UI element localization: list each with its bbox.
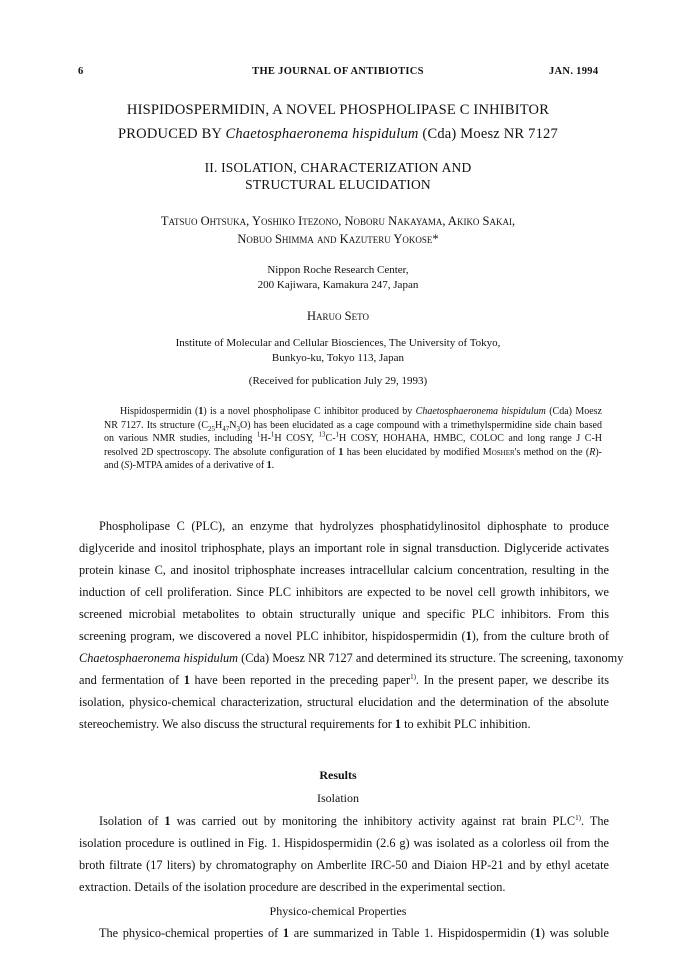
issue-date: JAN. 1994 bbox=[549, 66, 599, 77]
affiliation-1-line-1: Nippon Roche Research Center, bbox=[267, 264, 409, 276]
intro-line: protein kinase C, and inositol triphosphate increases intracellular calcium concentration, resulting in the bbox=[79, 563, 609, 577]
isolation-line: Isolation of 1 was carried out by monitoring the inhibitory activity against rat brain PLC$^{1)}$. The bbox=[99, 813, 609, 828]
results-heading: Results bbox=[319, 768, 357, 782]
part-title-line-2: STRUCTURAL ELUCIDATION bbox=[245, 177, 431, 192]
affiliation-2-line-2: Bunkyo-ku, Tokyo 113, Japan bbox=[271, 352, 405, 364]
intro-line: and fermentation of 1 have been reported in the preceding paper$^{1)}$. In the present paper, we describe its bbox=[79, 672, 609, 687]
authors-line-1: Tatsuo Ohtsuka, Yoshiko Itezono, Noboru Nakayama, Akiko Sakai, bbox=[160, 214, 516, 228]
intro-line: induction of cell proliferation. Since PLC inhibitors are expected to be novel cell growth inhibitors, we bbox=[79, 585, 609, 599]
intro-line: isolation, physico-chemical characterization, structural elucidation and the determination of the absolute bbox=[79, 695, 609, 709]
intro-line: stereochemistry. We also discuss the structural requirements for 1 to exhibit PLC inhibition. bbox=[79, 717, 531, 731]
author-seto: Haruo Seto bbox=[307, 309, 369, 323]
isolation-line: extraction. Details of the isolation procedure are described in the experimental section. bbox=[79, 880, 506, 894]
received-date: (Received for publication July 29, 1993) bbox=[248, 375, 428, 387]
isolation-line: isolation procedure is outlined in Fig. 1. Hispidospermidin (2.6 g) was isolated as a colorless oil from the bbox=[79, 836, 609, 850]
intro-line: Chaetosphaeronema hispidulum (Cda) Moesz NR 7127 and determined its structure. The screening, taxonomy bbox=[79, 651, 624, 665]
isolation-line: broth filtrate (17 liters) by chromatography on Amberlite IRC-50 and Diaion HP-21 and by ethyl acetate bbox=[79, 858, 609, 872]
intro-line: screened microbial metabolites to obtain structurally unique and specific PLC inhibitors. From this bbox=[79, 607, 609, 621]
affiliation-1-line-2: 200 Kajiwara, Kamakura 247, Japan bbox=[257, 279, 419, 291]
intro-line: diglyceride and inositol triphosphate, plays an important role in signal transduction. Diglyceride activates bbox=[79, 541, 609, 555]
title-line-1: HISPIDOSPERMIDIN, A NOVEL PHOSPHOLIPASE C INHIBITOR bbox=[126, 102, 550, 118]
part-title-line-1: II. ISOLATION, CHARACTERIZATION AND bbox=[204, 160, 472, 175]
intro-line: screening program, we discovered a novel PLC inhibitor, hispidospermidin (1), from the culture broth of bbox=[79, 629, 610, 643]
physchem-line: The physico-chemical properties of 1 are summarized in Table 1. Hispidospermidin (1) was soluble bbox=[99, 926, 609, 940]
isolation-heading: Isolation bbox=[317, 791, 359, 805]
journal-name: THE JOURNAL OF ANTIBIOTICS bbox=[252, 66, 424, 77]
physchem-heading: Physico-chemical Properties bbox=[269, 904, 407, 918]
page-number: 6 bbox=[78, 66, 84, 77]
abstract: Hispidospermidin (1) is a novel phospholipase C inhibitor produced by Chaetosphaeronema hispidulum (Cda) Moesz NR 7127. Its structure $(C_{25}H_{47}N_3O)$ has been elucidated as a cage compound with a trimethylspermidine side chain based on various NMR studies, including $^1$H-$^1$H COSY, $^{13}$C-$^1$H COSY, HOHAHA, HMBC, COLOC and long range J C-H resolved 2D spectroscopy. The absolute configuration of 1 has been elucidated by modified Mosher's method on the (R)- and (S)-MTPA amides of a derivative of 1. bbox=[104, 406, 602, 471]
affiliation-2-line-1: Institute of Molecular and Cellular Biosciences, The University of Tokyo, bbox=[175, 337, 501, 349]
intro-line: Phospholipase C (PLC), an enzyme that hydrolyzes phosphatidylinositol diphosphate to produce bbox=[99, 519, 609, 533]
authors-line-2: Nobuo Shimma and Kazuteru Yokose* bbox=[237, 232, 439, 246]
title-line-2: PRODUCED BY Chaetosphaeronema hispidulum (Cda) Moesz NR 7127 bbox=[118, 126, 558, 142]
